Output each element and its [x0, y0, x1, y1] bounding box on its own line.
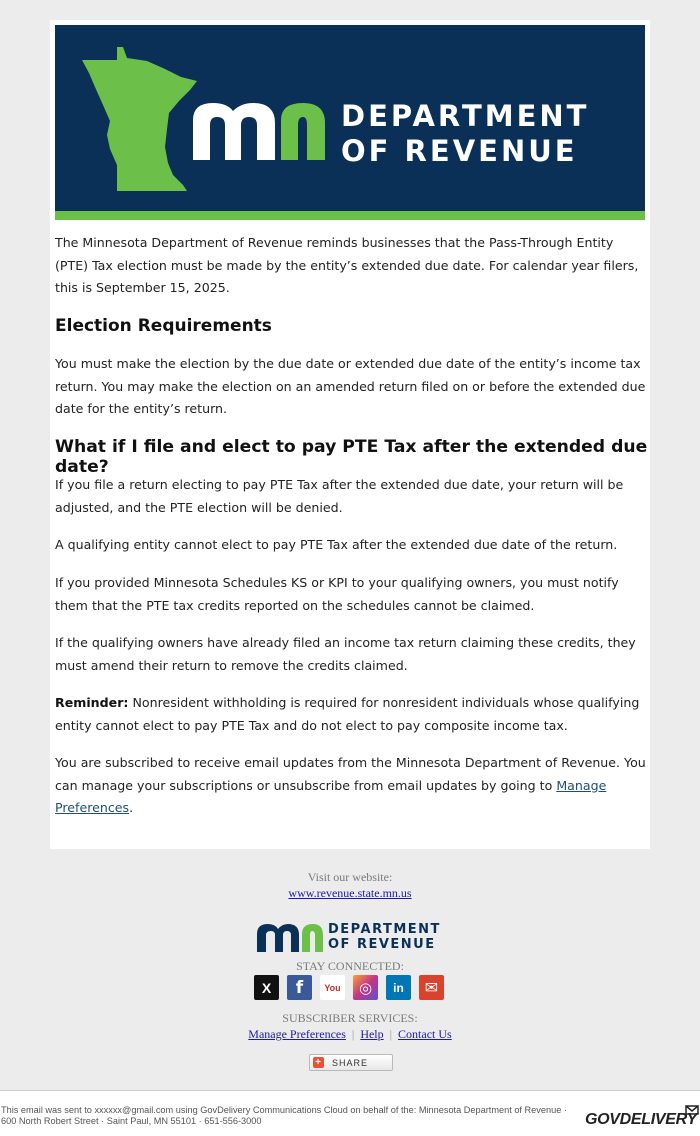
- reminder-text: Nonresident withholding is required for nonresident individuals whose qualifying entity cannot elect to pay PTE Tax and do not elect to pay composite income tax.: [55, 695, 640, 733]
- website-link[interactable]: www.revenue.state.mn.us: [288, 886, 412, 900]
- dept-title-line1: DEPARTMENT: [341, 99, 590, 133]
- linkedin-icon[interactable]: in: [386, 975, 411, 1000]
- social-icons: [254, 975, 444, 1000]
- intro-paragraph: The Minnesota Department of Revenue reminds businesses that the Pass-Through Entity (PTE) Tax election must be made by the entity’s extended due date. For calendar year filers, this is September 15, 2025.: [55, 235, 639, 295]
- manage-preferences-link[interactable]: Manage Preferences: [55, 777, 607, 815]
- paragraph-qualifying-entity: A qualifying entity cannot elect to pay PTE Tax after the extended due date of the return.: [55, 537, 618, 552]
- subscriber-services-label: SUBSCRIBER SERVICES:: [282, 1011, 418, 1025]
- m-letter: [193, 103, 275, 160]
- footer-dept-logo: [255, 922, 455, 954]
- subscriber-links: [0, 1027, 700, 1042]
- separator: |: [389, 1027, 393, 1041]
- paragraph-amend: If the qualifying owners have already filed an income tax return claiming these credits, they must amend their return to remove the credits claimed.: [55, 635, 636, 673]
- facebook-icon[interactable]: f: [287, 975, 312, 1000]
- share-button[interactable]: [309, 1054, 393, 1071]
- youtube-icon[interactable]: You: [320, 975, 345, 1000]
- banner-green-stripe: [55, 211, 645, 220]
- footer-dept-line2: OF REVENUE: [328, 937, 436, 952]
- help-link[interactable]: Help: [360, 1027, 384, 1041]
- election-paragraph: You must make the election by the due date or extended due date of the entity’s income tax return. You may make the election on an amended return filed on or before the extended due date for the entity’s return.: [55, 356, 646, 416]
- share-label: SHARE: [332, 1057, 369, 1068]
- dept-title-line2: OF REVENUE: [341, 134, 578, 168]
- subscription-paragraph: [55, 752, 647, 820]
- header-banner: [55, 25, 645, 211]
- bottom-bar: [0, 1090, 700, 1136]
- email-icon[interactable]: ✉: [419, 975, 444, 1000]
- section-heading-election: Election Requirements: [55, 316, 272, 336]
- subscription-end: .: [129, 800, 134, 815]
- envelope-mark-icon: [685, 1104, 699, 1116]
- instagram-icon[interactable]: ◎: [353, 975, 378, 1000]
- share-plus-icon: +: [313, 1057, 324, 1068]
- footer-manage-preferences-link[interactable]: Manage Preferences: [248, 1027, 346, 1041]
- website-link-wrap: [0, 886, 700, 901]
- reminder-label: Reminder:: [55, 695, 129, 710]
- paragraph-schedules: If you provided Minnesota Schedules KS or KPI to your qualifying owners, you must notify them that the PTE tax credits reported on the schedules cannot be claimed.: [55, 575, 619, 613]
- footer-mn-logo-icon: [255, 922, 325, 954]
- stay-connected-label: STAY CONNECTED:: [296, 959, 404, 973]
- paragraph-filing-after: If you file a return electing to pay PTE Tax after the extended due date, your return will be adjusted, and the PTE election will be denied.: [55, 477, 624, 515]
- separator: |: [351, 1027, 355, 1041]
- contact-us-link[interactable]: Contact Us: [398, 1027, 452, 1041]
- reminder-paragraph: [55, 692, 647, 737]
- minnesota-state-shape: [82, 47, 197, 191]
- n-letter: [281, 103, 325, 160]
- x-icon[interactable]: X: [254, 975, 279, 1000]
- govdelivery-logo: GOVDELIVERY: [585, 1111, 697, 1128]
- sent-to-notice: This email was sent to xxxxxx@gmail.com using GovDelivery Communications Cloud on behalf of the: Minnesota Department of Revenue · 600 North Robert Street · Saint Paul, MN 55101 · 651-556-3000: [1, 1105, 567, 1126]
- footer-dept-line1: DEPARTMENT: [328, 922, 441, 937]
- visit-label: Visit our website:: [307, 870, 393, 884]
- section-heading-after-due-date: What if I file and elect to pay PTE Tax after the extended due date?: [55, 437, 648, 477]
- subscription-text: You are subscribed to receive email updates from the Minnesota Department of Revenue. You can manage your subscriptions or unsubscribe from email updates by going to: [55, 755, 646, 793]
